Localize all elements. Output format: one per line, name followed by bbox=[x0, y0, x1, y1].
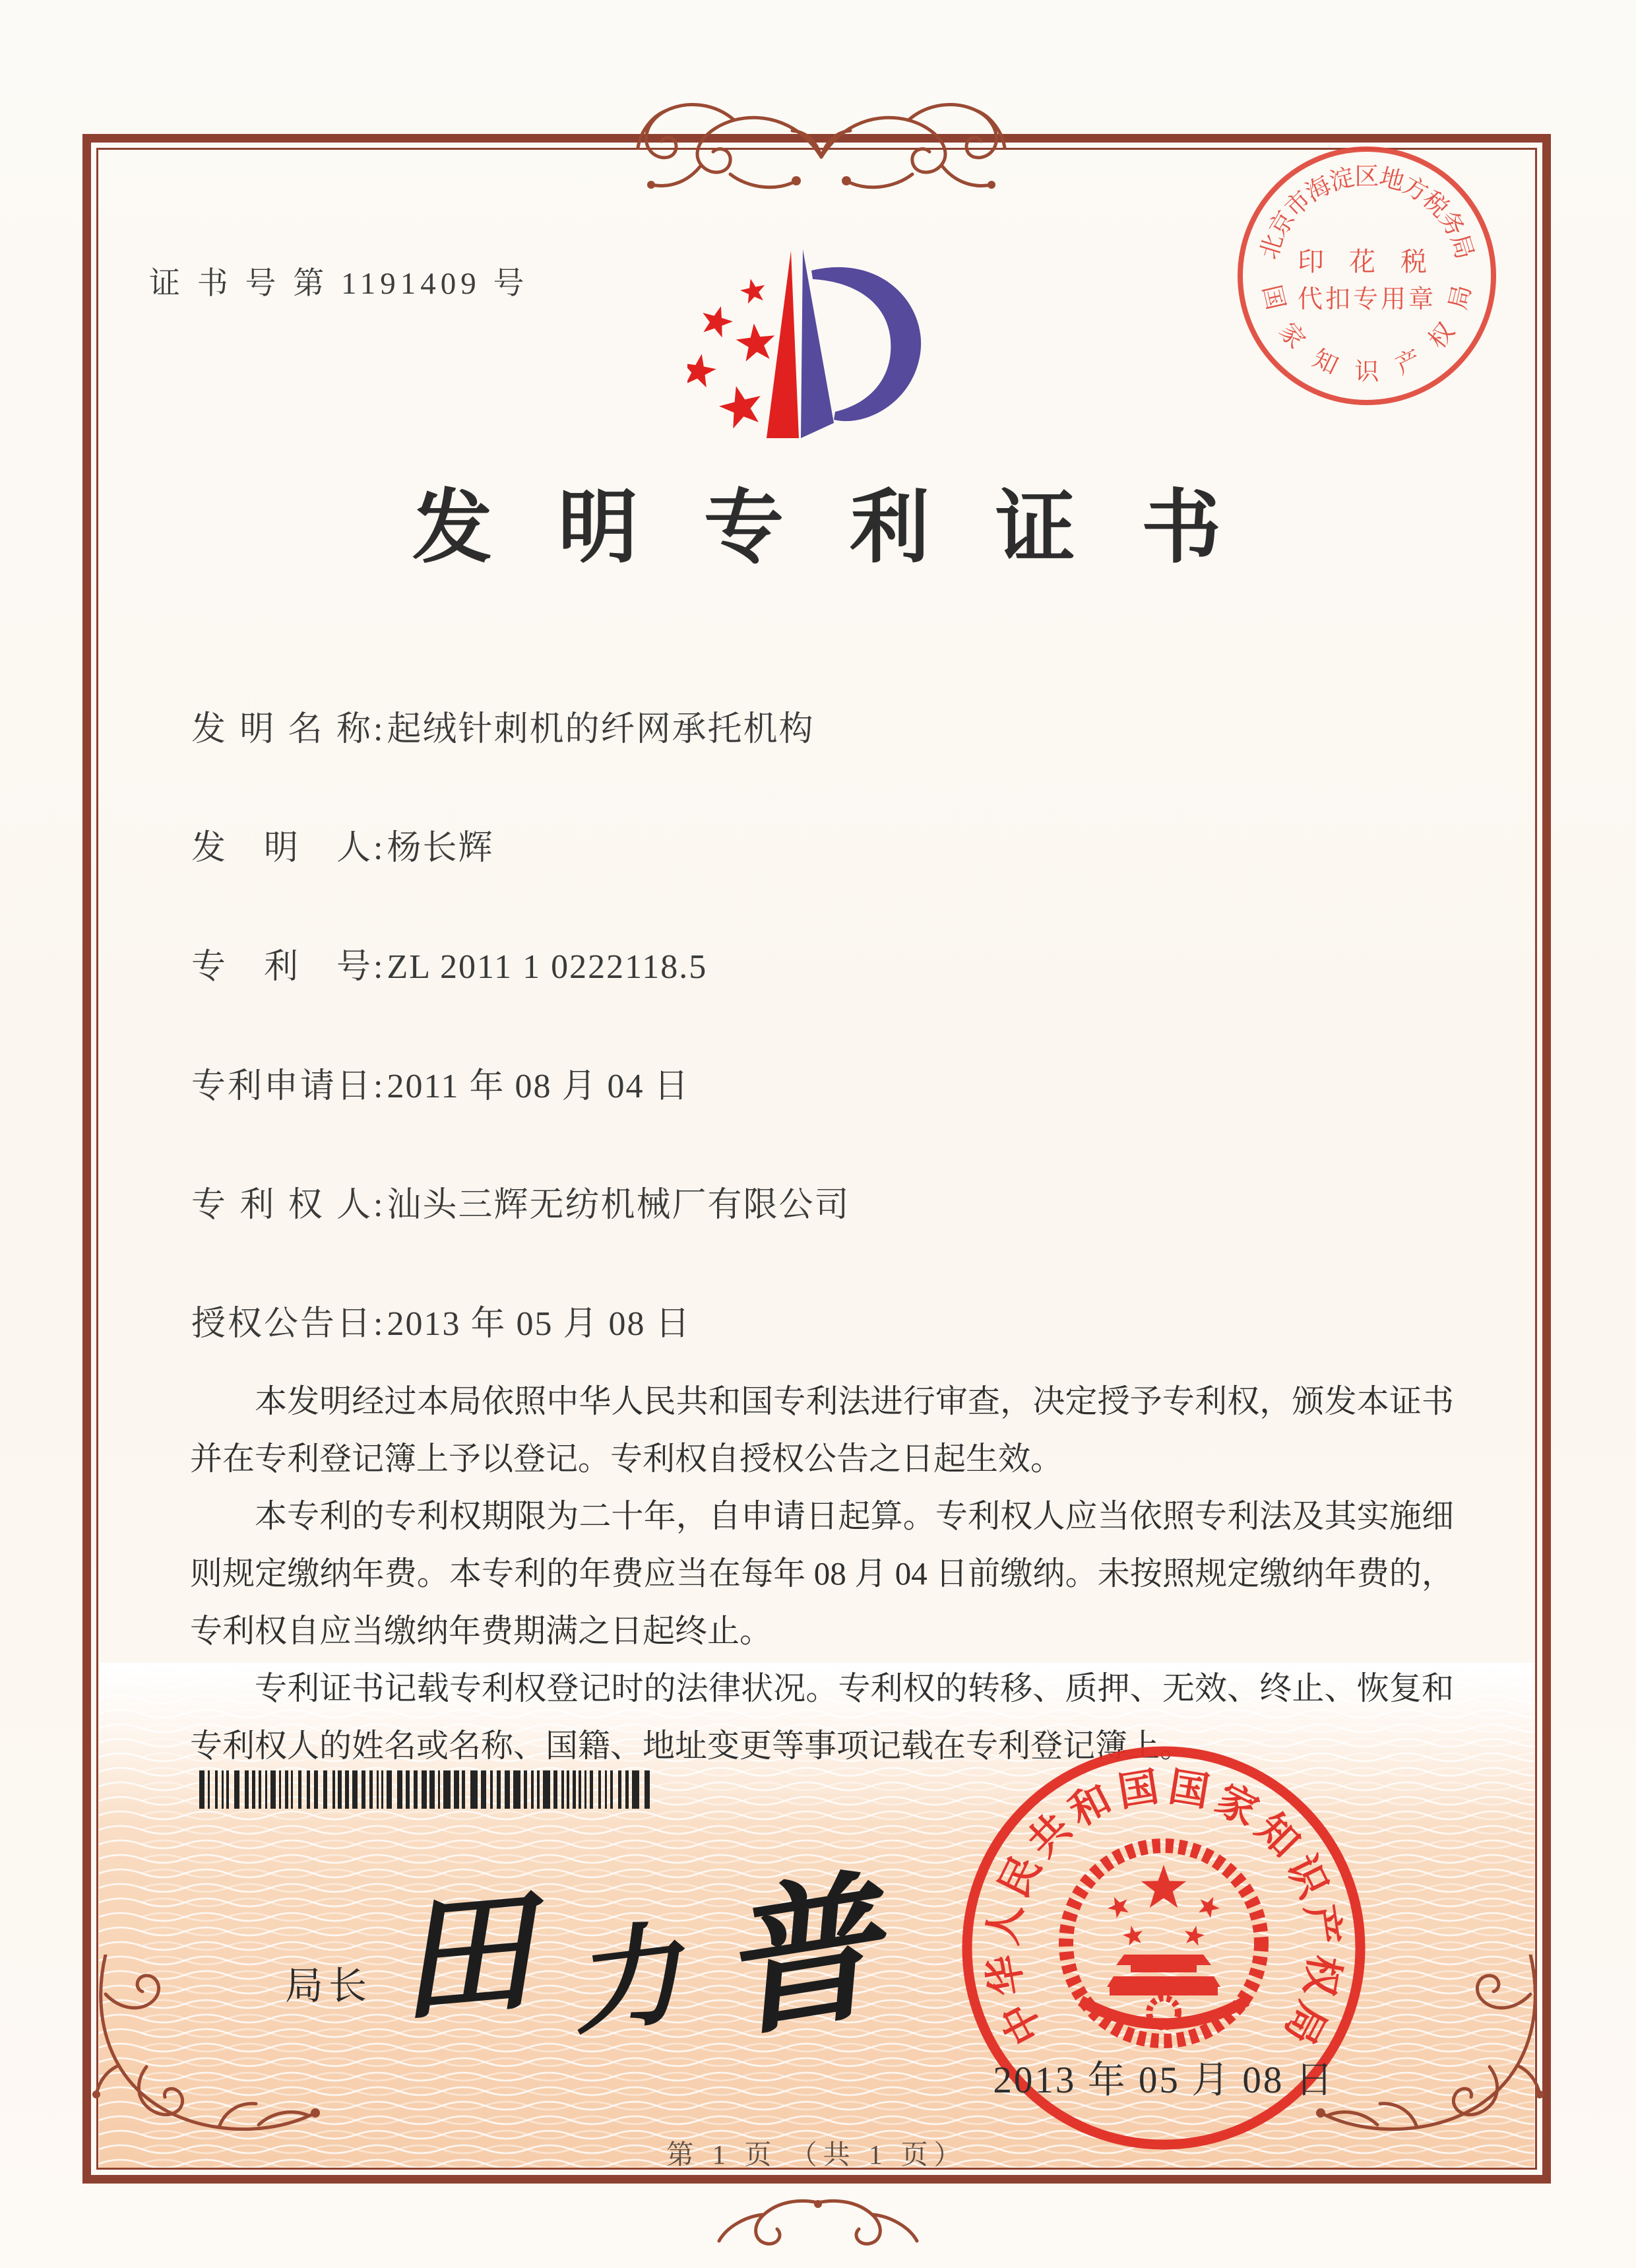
issue-date: 2013 年 05 月 08 日 bbox=[993, 2059, 1335, 2101]
svg-text:局: 局 bbox=[1445, 282, 1477, 313]
signature-char: 田 bbox=[391, 1877, 539, 2039]
svg-text:北: 北 bbox=[1255, 231, 1289, 263]
field-label: 专利号 bbox=[191, 948, 371, 986]
svg-text:海: 海 bbox=[1301, 172, 1336, 208]
commissioner-title: 局长 bbox=[285, 1964, 373, 2007]
certificate-number: 证 书 号 第 1191409 号 bbox=[149, 267, 529, 301]
field-value: 起绒针刺机的纤网承托机构 bbox=[387, 711, 815, 748]
field-filing-date: 专利申请日: 2011 年 08 月 04 日 bbox=[191, 1068, 690, 1105]
svg-text:权: 权 bbox=[1296, 1951, 1346, 1999]
svg-text:权: 权 bbox=[1424, 317, 1461, 354]
tax-stamp-line1: 印 花 税 bbox=[1298, 247, 1436, 276]
page-footer: 第 1 页 （共 1 页） bbox=[666, 2139, 967, 2170]
svg-text:家: 家 bbox=[1209, 1777, 1265, 1835]
svg-text:淀: 淀 bbox=[1327, 164, 1358, 197]
signature-char: 普 bbox=[708, 1861, 891, 2057]
field-patentee: 专利权人: 汕头三辉无纺机械厂有限公司 bbox=[191, 1186, 850, 1224]
field-grant-date: 授权公告日: 2013 年 05 月 08 日 bbox=[191, 1305, 691, 1343]
field-value: 杨长辉 bbox=[387, 829, 494, 867]
svg-text:市: 市 bbox=[1280, 186, 1317, 223]
field-invention-name: 发明名称: 起绒针刺机的纤网承托机构 bbox=[191, 711, 815, 748]
legal-paragraph-2: 本专利的专利权期限为二十年，自申请日起算。专利权人应当依照专利法及其实施细则规定缴纳年费。本专利的年费应当在每年 08 月 04 日前缴纳。未按照规定缴纳年费的，专利权自应当缴纳年费期满之日起终止。 bbox=[190, 1498, 1454, 1649]
field-value: 汕头三辉无纺机械厂有限公司 bbox=[387, 1186, 850, 1224]
logo-stars bbox=[687, 278, 774, 428]
barcode-svg bbox=[198, 1770, 650, 1809]
svg-text:区: 区 bbox=[1354, 163, 1379, 191]
legal-paragraph-1: 本发明经过本局依照中华人民共和国专利法进行审查，决定授予专利权，颁发本证书并在专利登记簿上予以登记。专利权自授权公告之日起生效。 bbox=[190, 1383, 1454, 1477]
svg-text:知: 知 bbox=[1308, 345, 1342, 381]
field-label: 专利权人 bbox=[191, 1186, 371, 1224]
logo-red-spike bbox=[767, 251, 799, 438]
svg-text:产: 产 bbox=[1296, 1901, 1347, 1949]
field-label: 专利申请日 bbox=[191, 1068, 371, 1105]
svg-text:税: 税 bbox=[1417, 186, 1454, 223]
field-patent-number: 专利号: ZL 2011 1 0222118.5 bbox=[191, 948, 708, 986]
field-label: 发明名称 bbox=[191, 711, 371, 748]
svg-text:家: 家 bbox=[1273, 317, 1310, 354]
svg-text:民: 民 bbox=[991, 1848, 1050, 1905]
svg-text:务: 务 bbox=[1433, 206, 1469, 242]
svg-text:和: 和 bbox=[1062, 1777, 1119, 1835]
signature-char: 力 bbox=[563, 1913, 689, 2049]
field-label: 授权公告日 bbox=[191, 1305, 371, 1343]
bottom-center-ornament bbox=[701, 2197, 935, 2261]
svg-text:华: 华 bbox=[981, 1951, 1032, 1999]
legal-paragraph-3: 专利证书记载专利权登记时的法律状况。专利权的转移、质押、无效、终止、恢复和专利权人的姓名或名称、国籍、地址变更等事项记载在专利登记簿上。 bbox=[190, 1670, 1454, 1764]
svg-text:局: 局 bbox=[1275, 1994, 1334, 2052]
svg-text:国: 国 bbox=[1115, 1765, 1162, 1815]
legal-text bbox=[190, 1373, 1454, 1774]
field-value: 2013 年 05 月 08 日 bbox=[387, 1305, 691, 1343]
svg-text:产: 产 bbox=[1391, 345, 1426, 381]
field-value: ZL 2011 1 0222118.5 bbox=[387, 948, 708, 986]
svg-text:局: 局 bbox=[1445, 231, 1478, 263]
tax-stamp-seal bbox=[1232, 141, 1501, 410]
svg-text:知: 知 bbox=[1247, 1805, 1307, 1866]
svg-text:京: 京 bbox=[1265, 206, 1301, 242]
field-value: 2011 年 08 月 04 日 bbox=[387, 1068, 690, 1105]
svg-text:人: 人 bbox=[980, 1901, 1031, 1949]
svg-text:识: 识 bbox=[1354, 358, 1379, 386]
tax-stamp-line2: 代扣专用章 bbox=[1297, 286, 1437, 313]
svg-text:共: 共 bbox=[1020, 1805, 1080, 1866]
svg-text:中: 中 bbox=[993, 1994, 1052, 2052]
field-inventor: 发明人: 杨长辉 bbox=[191, 829, 494, 867]
svg-text:地: 地 bbox=[1376, 164, 1407, 197]
svg-text:识: 识 bbox=[1278, 1848, 1336, 1905]
svg-text:方: 方 bbox=[1398, 172, 1433, 208]
certificate-title: 发明专利证书 bbox=[412, 484, 1287, 573]
top-border-ornament bbox=[623, 84, 1019, 207]
commissioner-signature bbox=[391, 1848, 891, 2057]
national-emblem bbox=[1066, 1846, 1261, 2041]
svg-text:国: 国 bbox=[1165, 1765, 1212, 1815]
cnipa-logo bbox=[687, 218, 945, 492]
svg-text:国: 国 bbox=[1257, 282, 1289, 313]
field-label: 发明人 bbox=[191, 829, 371, 867]
